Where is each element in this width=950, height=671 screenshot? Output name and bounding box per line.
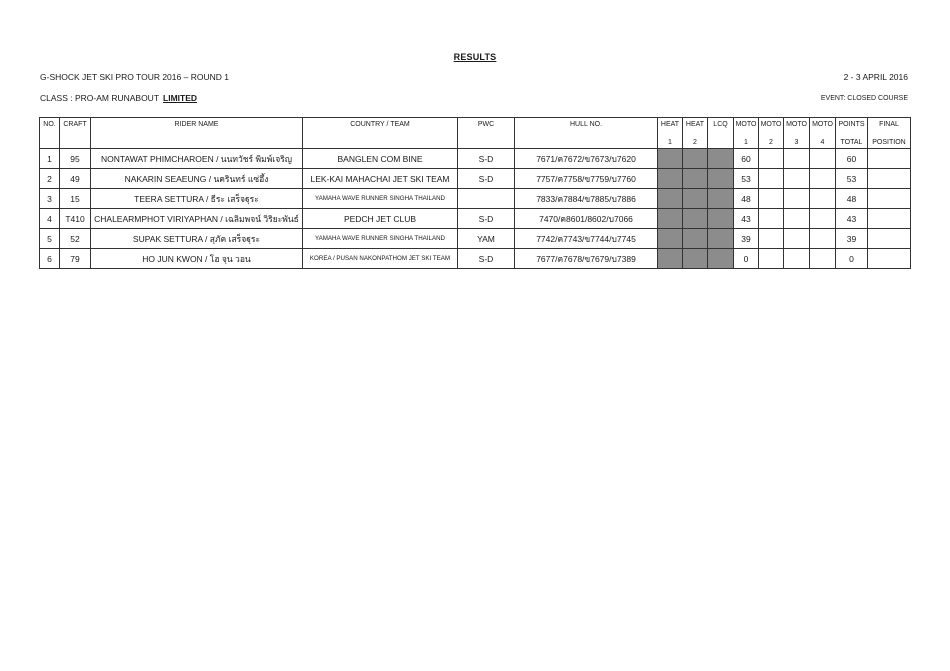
cell-moto-2	[759, 209, 784, 229]
cell-moto-2	[759, 249, 784, 269]
col-moto-1: MOTO 1	[734, 118, 759, 149]
cell-rider-name: TEERA SETTURA / ธีระ เสร็จฐุระ	[91, 189, 303, 209]
cell-pwc: YAM	[458, 229, 515, 249]
cell-moto-3	[784, 189, 810, 209]
cell-moto-3	[784, 249, 810, 269]
col-pwc: PWC	[458, 118, 515, 149]
cell-moto-3	[784, 149, 810, 169]
cell-points: 48	[836, 189, 868, 209]
cell-moto-4	[810, 229, 836, 249]
cell-pwc: S-D	[458, 149, 515, 169]
col-craft: CRAFT	[60, 118, 91, 149]
cell-heat-1	[658, 229, 683, 249]
cell-moto-4	[810, 209, 836, 229]
cell-heat-1	[658, 189, 683, 209]
cell-no: 6	[40, 249, 60, 269]
cell-rider-name: NONTAWAT PHIMCHAROEN / นนทวัชร์ พิมพ์เจริญ	[91, 149, 303, 169]
table-row	[40, 249, 911, 269]
col-moto-3: MOTO 3	[784, 118, 810, 149]
cell-lcq	[708, 149, 734, 169]
results-table	[39, 117, 911, 269]
event-course: EVENT: CLOSED COURSE	[820, 95, 908, 102]
cell-no: 5	[40, 229, 60, 249]
cell-moto-4	[810, 169, 836, 189]
cell-points: 53	[836, 169, 868, 189]
cell-moto-4	[810, 249, 836, 269]
cell-lcq	[708, 229, 734, 249]
cell-points: 60	[836, 149, 868, 169]
cell-final	[868, 149, 911, 169]
event-name: G-SHOCK JET SKI PRO TOUR 2016 – ROUND 1	[40, 72, 229, 82]
cell-no: 3	[40, 189, 60, 209]
col-heat-1: HEAT 1	[658, 118, 683, 149]
cell-hull: 7671/ค7672/ข7673/บ7620	[515, 149, 658, 169]
cell-pwc: S-D	[458, 249, 515, 269]
table-row	[40, 169, 911, 189]
cell-heat-1	[658, 149, 683, 169]
col-country-team: COUNTRY / TEAM	[303, 118, 458, 149]
cell-craft: 52	[60, 229, 91, 249]
cell-rider-name: SUPAK SETTURA / สุภัค เสร็จฐุระ	[91, 229, 303, 249]
cell-heat-1	[658, 169, 683, 189]
table-row	[40, 149, 911, 169]
table-row	[40, 229, 911, 249]
cell-heat-2	[683, 209, 708, 229]
cell-pwc	[458, 189, 515, 209]
cell-final	[868, 169, 911, 189]
event-date: 2 - 3 APRIL 2016	[843, 72, 908, 82]
class-limited: LIMITED	[163, 93, 198, 103]
cell-no: 1	[40, 149, 60, 169]
cell-final	[868, 189, 911, 209]
cell-moto-2	[759, 169, 784, 189]
cell-hull: 7833/ค7884/ข7885/บ7886	[515, 189, 658, 209]
col-rider-name: RIDER NAME	[91, 118, 303, 149]
cell-craft: T410	[60, 209, 91, 229]
cell-no: 2	[40, 169, 60, 189]
cell-moto-3	[784, 209, 810, 229]
cell-moto-4	[810, 189, 836, 209]
cell-team: YAMAHA WAVE RUNNER SINGHA THAILAND	[303, 229, 458, 249]
cell-hull: 7757/ค7758/ข7759/บ7760	[515, 169, 658, 189]
cell-heat-2	[683, 229, 708, 249]
table-row	[40, 189, 911, 209]
cell-hull: 7677/ค7678/ข7679/บ7389	[515, 249, 658, 269]
col-no: NO.	[40, 118, 60, 149]
cell-lcq	[708, 249, 734, 269]
col-hull-no: HULL NO.	[515, 118, 658, 149]
col-heat-2: HEAT 2	[683, 118, 708, 149]
cell-team: YAMAHA WAVE RUNNER SINGHA THAILAND	[303, 189, 458, 209]
cell-hull: 7470/ค8601/8602/บ7066	[515, 209, 658, 229]
cell-craft: 79	[60, 249, 91, 269]
cell-moto-1: 60	[734, 149, 759, 169]
cell-team: PEDCH JET CLUB	[303, 209, 458, 229]
cell-craft: 15	[60, 189, 91, 209]
cell-hull: 7742/ค7743/ข7744/บ7745	[515, 229, 658, 249]
table-row	[40, 209, 911, 229]
cell-points: 0	[836, 249, 868, 269]
cell-moto-2	[759, 229, 784, 249]
cell-final	[868, 209, 911, 229]
cell-pwc: S-D	[458, 169, 515, 189]
col-moto-4: MOTO 4	[810, 118, 836, 149]
cell-heat-2	[683, 149, 708, 169]
cell-pwc: S-D	[458, 209, 515, 229]
cell-moto-4	[810, 149, 836, 169]
cell-lcq	[708, 189, 734, 209]
cell-moto-3	[784, 169, 810, 189]
cell-team: KOREA / PUSAN NAKONPATHOM JET SKI TEAM	[303, 249, 458, 269]
cell-moto-3	[784, 229, 810, 249]
col-lcq: LCQ	[708, 118, 734, 149]
cell-heat-2	[683, 169, 708, 189]
cell-final	[868, 249, 911, 269]
cell-lcq	[708, 209, 734, 229]
cell-craft: 95	[60, 149, 91, 169]
cell-rider-name: CHALEARMPHOT VIRIYAPHAN / เฉลิมพจน์ วิริยะพันธ์	[91, 209, 303, 229]
cell-team: LEK-KAI MAHACHAI JET SKI TEAM	[303, 169, 458, 189]
cell-heat-1	[658, 249, 683, 269]
col-points-total: POINTS TOTAL	[836, 118, 868, 149]
cell-moto-1: 48	[734, 189, 759, 209]
col-moto-2: MOTO 2	[759, 118, 784, 149]
cell-lcq	[708, 169, 734, 189]
class-label: CLASS : PRO-AM RUNABOUT	[40, 93, 160, 103]
class-line	[40, 93, 197, 103]
cell-moto-1: 43	[734, 209, 759, 229]
cell-moto-2	[759, 189, 784, 209]
cell-heat-2	[683, 249, 708, 269]
col-final-position: FINAL POSITION	[868, 118, 911, 149]
cell-craft: 49	[60, 169, 91, 189]
cell-final	[868, 229, 911, 249]
cell-heat-2	[683, 189, 708, 209]
cell-rider-name: NAKARIN SEAEUNG / นครินทร์ แซ่อึ้ง	[91, 169, 303, 189]
page-title: RESULTS	[453, 52, 497, 62]
cell-moto-2	[759, 149, 784, 169]
cell-no: 4	[40, 209, 60, 229]
table-header-row	[40, 118, 911, 149]
cell-team: BANGLEN COM BINE	[303, 149, 458, 169]
cell-moto-1: 0	[734, 249, 759, 269]
cell-points: 39	[836, 229, 868, 249]
cell-points: 43	[836, 209, 868, 229]
cell-heat-1	[658, 209, 683, 229]
cell-rider-name: HO JUN KWON / โฮ จุน วอน	[91, 249, 303, 269]
cell-moto-1: 39	[734, 229, 759, 249]
cell-moto-1: 53	[734, 169, 759, 189]
